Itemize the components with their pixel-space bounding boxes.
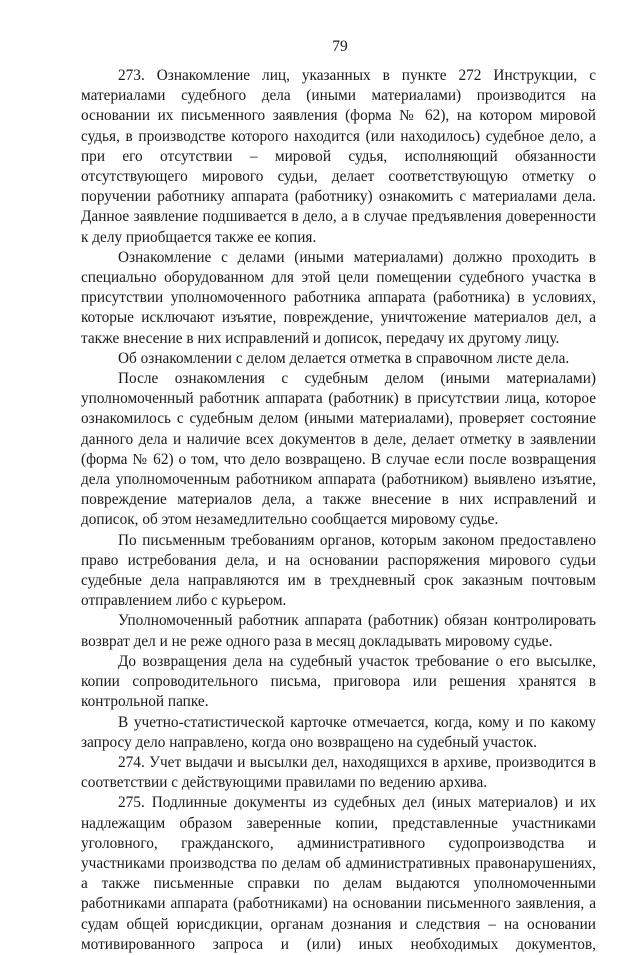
paragraph-274: 274. Учет выдачи и высылки дел, находящихся в архиве, производится в соответствии с действующими правилами по ведению архива.: [81, 753, 596, 792]
paragraph-275: 275. Подлинные документы из судебных дел (иных материалов) и их надлежащим образом заверенные копии, представленные участниками уголовного, гражданского, административного судопроизводства и участниками производства по делам об административных правонарушениях, а также письменные справки по делам выдаются уполномоченными работниками аппарата (работниками) на основании письменного заявления, а судам общей юрисдикции, органам дознания и следствия – на основании мотивированного запроса и (или) иных необходимых документов,: [81, 794, 596, 953]
paragraph-273: 273. Ознакомление лиц, указанных в пункте 272 Инструкции, с материалами судебного дела (иными материалами) производится на основании их письменного заявления (форма № 62), на котором мировой судья, в производстве которого находится (или находилось) судебное дело, а при его отсутствии – мировой судья, исполняющий обязанности отсутствующего мирового судьи, делает соответствующую отметку о поручении работнику аппарата (работнику) ознакомить с материалами дела. Данное заявление подшивается в дело, а в случае предъявления доверенности к делу приобщается также ее копия.: [81, 67, 596, 246]
paragraph-reference-sheet-note: Об ознакомлении с делом делается отметка в справочном листе дела.: [118, 349, 570, 367]
paragraph-familiarization-room: Ознакомление с делами (иными материалами) должно проходить в специально оборудованном для этой цели помещении судебного участка в присутствии уполномоченного работника аппарата (работника) в условиях, которые исключают изъятие, повреждение, уничтожение материалов дел, а также внесение в них исправлений и дописок, передачу их другому лицу.: [81, 248, 596, 347]
paragraph-after-familiarization: После ознакомления с судебным делом (иными материалами) уполномоченный работник аппарата (работник) в присутствии лица, которое ознакомилось с судебным делом (иными материалами), проверяет состояние данного дела и наличие всех документов в деле, делает отметку в заявлении (форма № 62) о том, что дело возвращено. В случае если после возвращения дела уполномоченным работником аппарата (работником) выявлено изъятие, повреждение материалов дела, а также внесение в них исправлений и дописок, об этом незамедлительно сообщается мировому судье.: [81, 370, 596, 529]
paragraph-control-folder: До возвращения дела на судебный участок требование о его высылке, копии сопроводительного письма, приговора или решения хранятся в контрольной папке.: [81, 652, 596, 711]
document-body: [81, 66, 596, 955]
page-number: 79: [332, 38, 348, 55]
paragraph-written-requests: По письменным требованиям органов, которым законом предоставлено право истребования дела, и на основании распоряжения мирового судьи судебные дела направляются им в трехдневный срок заказным почтовым отправлением либо с курьером.: [81, 531, 596, 610]
paragraph-return-control: Уполномоченный работник аппарата (работник) обязан контролировать возврат дел и не реже одного раза в месяц докладывать мировому судье.: [81, 612, 596, 650]
paragraph-statistical-card: В учетно-статистической карточке отмечается, когда, кому и по какому запросу дело направлено, когда оно возвращено на судебный участок.: [81, 713, 596, 751]
